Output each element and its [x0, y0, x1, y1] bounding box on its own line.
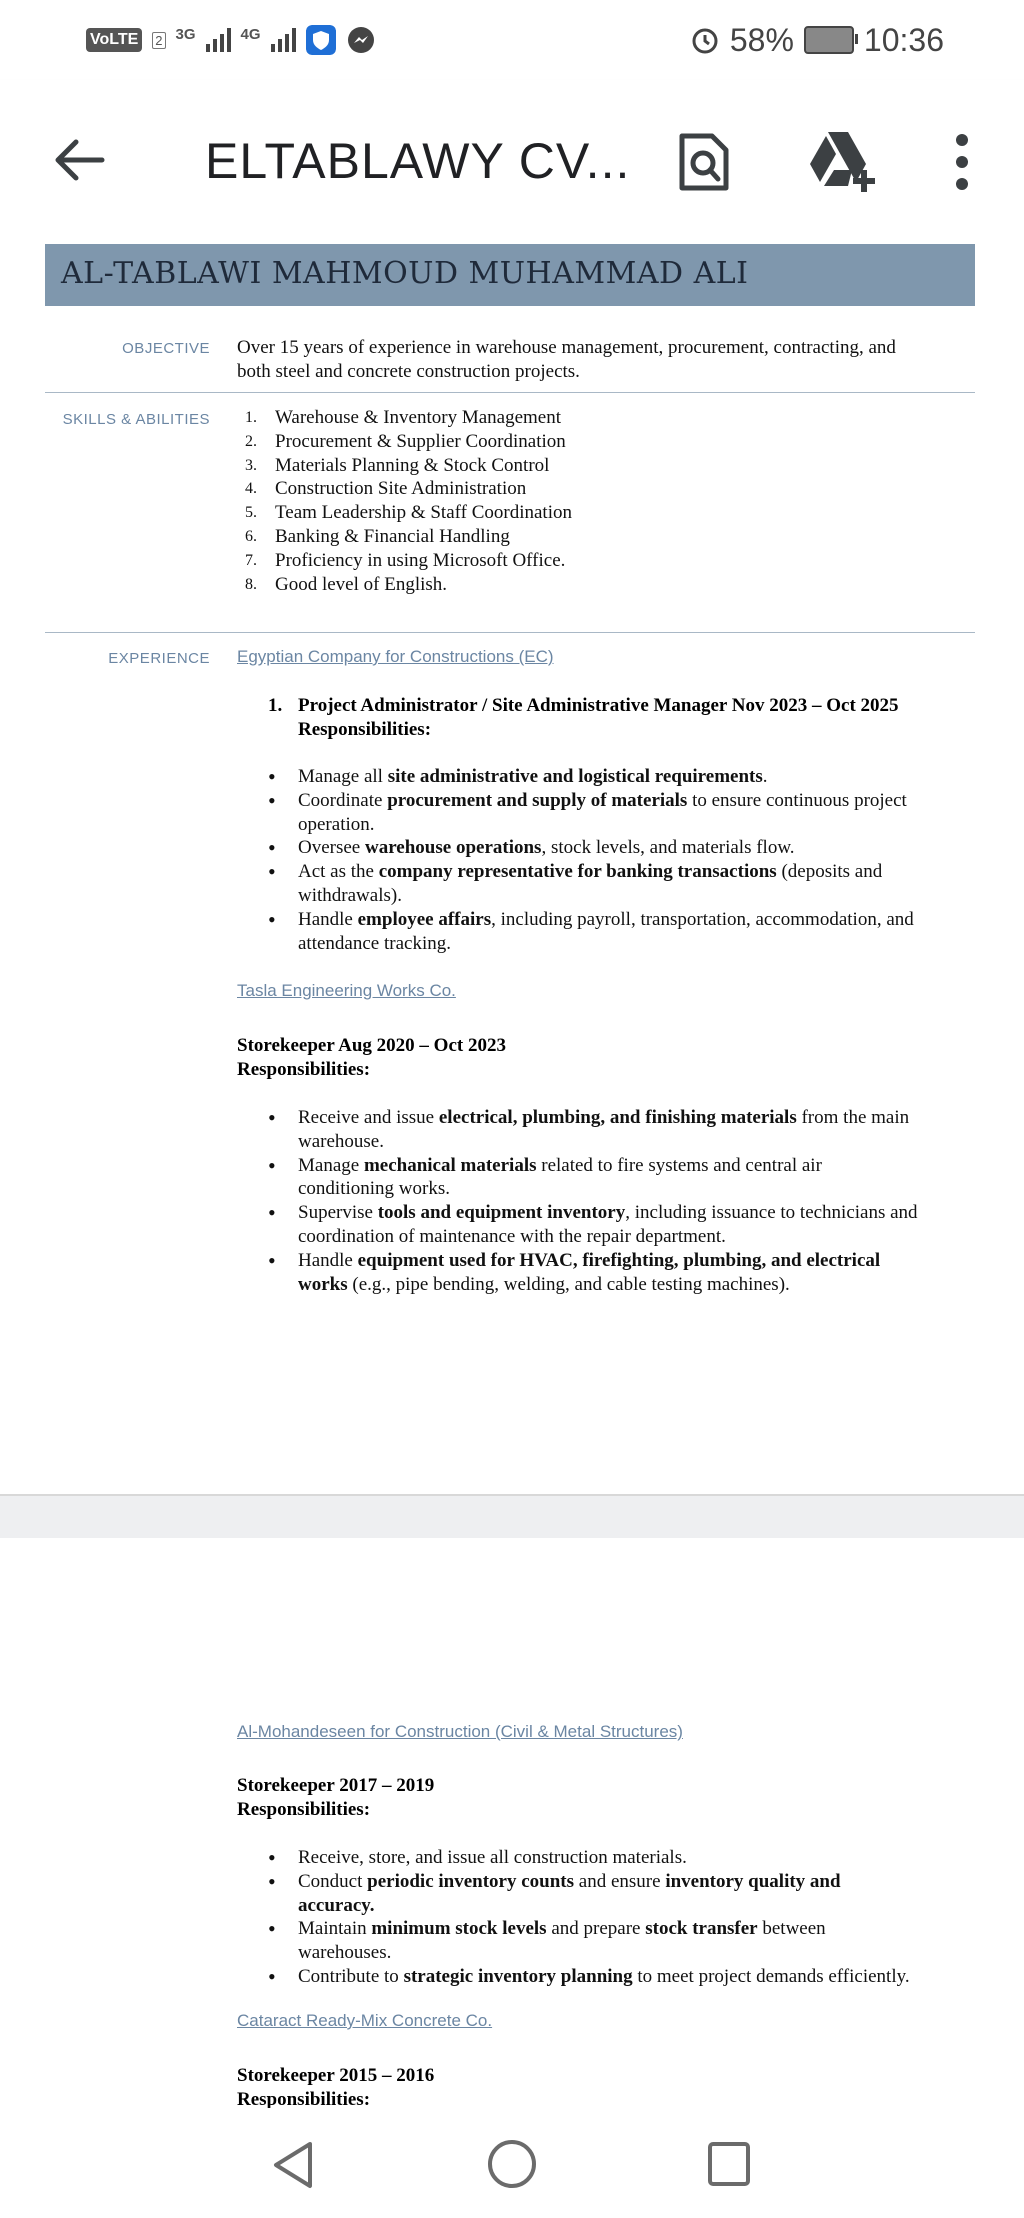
network-type-2: 4G — [240, 25, 261, 43]
signal-bars-2-icon — [271, 28, 296, 52]
skill-item — [237, 454, 572, 478]
list-item: • Manage mechanical materials related to fire systems and central air conditioning works. — [268, 1154, 978, 1202]
battery-percent: 58% — [729, 21, 794, 58]
status-right — [690, 18, 944, 62]
company-3: Al-Mohandeseen for Construction (Civil & Metal Structures) — [237, 1722, 683, 1741]
skill-item — [237, 549, 572, 573]
objective-line-1: Over 15 years of experience in warehouse management, procurement, contracting, and — [237, 337, 896, 358]
list-item: • Act as the company representative for banking transactions (deposits and withdrawals). — [268, 860, 978, 908]
skill-number: 8. — [245, 575, 257, 593]
skill-text: Team Leadership & Staff Coordination — [275, 502, 572, 524]
find-in-page-icon[interactable] — [678, 132, 730, 192]
skill-text: Warehouse & Inventory Management — [275, 407, 562, 428]
name-banner — [45, 244, 975, 306]
skill-text: Banking & Financial Handling — [275, 525, 510, 547]
skill-number: 6. — [245, 527, 257, 545]
list-item: • Conduct periodic inventory counts and ensure inventory quality and accuracy. — [268, 1870, 978, 1918]
skill-text: Materials Planning & Stock Control — [275, 454, 550, 476]
skills-list — [237, 406, 572, 596]
skill-item — [237, 501, 572, 525]
sim-indicator: 2 — [152, 32, 165, 49]
objective-text — [237, 336, 977, 384]
list-item: • Handle equipment used for HVAC, firefighting, plumbing, and electrical works (e.g., pipe bending, welding, and cable testing machines). — [268, 1249, 978, 1297]
clock: 10:36 — [863, 21, 944, 58]
back-arrow-icon[interactable] — [50, 132, 110, 188]
skill-item — [237, 525, 572, 549]
document-title: ELTABLAWY CV... — [205, 133, 631, 189]
objective-label: OBJECTIVE — [122, 340, 210, 357]
experience-label: EXPERIENCE — [108, 650, 210, 667]
system-nav-bar — [0, 2108, 1024, 2218]
volte-badge: VoLTE — [86, 28, 142, 52]
company-1: Egyptian Company for Constructions (EC) — [237, 647, 554, 666]
status-left — [86, 22, 376, 58]
skill-number: 7. — [245, 551, 257, 569]
skill-number: 3. — [245, 456, 257, 474]
home-circle-icon[interactable] — [486, 2138, 538, 2190]
page-gap — [0, 1496, 1024, 1538]
network-type-1: 3G — [175, 25, 196, 43]
skill-text: Procurement & Supplier Coordination — [275, 430, 566, 452]
skill-item — [237, 406, 572, 430]
list-item: • Manage all site administrative and logistical requirements. — [268, 765, 978, 789]
messenger-icon — [346, 25, 376, 55]
shield-app-icon — [306, 25, 336, 55]
signal-bars-1-icon — [206, 28, 231, 52]
list-item: • Supervise tools and equipment inventory, including issuance to technicians and coordination of maintenance with the repair department. — [268, 1201, 978, 1249]
skills-label: SKILLS & ABILITIES — [62, 411, 210, 428]
job-1-number: 1. — [268, 695, 283, 716]
job-4-title: Storekeeper 2015 – 2016 — [237, 2065, 435, 2086]
document-page-1 — [0, 240, 1024, 1496]
skill-item — [237, 477, 572, 501]
skill-number: 2. — [245, 432, 257, 450]
recents-square-icon[interactable] — [706, 2140, 752, 2188]
job-3-responsibilities-label: Responsibilities: — [237, 1799, 371, 1820]
company-2: Tasla Engineering Works Co. — [237, 981, 456, 1000]
job-3-title: Storekeeper 2017 – 2019 — [237, 1775, 435, 1796]
divider — [45, 392, 975, 393]
drive-add-icon[interactable] — [808, 130, 878, 194]
document-page-2 — [0, 1538, 1024, 2108]
skill-number: 1. — [245, 409, 257, 426]
skill-number: 4. — [245, 480, 257, 498]
job-1-responsibilities-label: Responsibilities: — [298, 719, 432, 740]
list-item: • Contribute to strategic inventory planning to meet project demands efficiently. — [268, 1965, 978, 1989]
job-3-duties — [268, 1846, 978, 1989]
list-item: • Maintain minimum stock levels and prepare stock transfer between warehouses. — [268, 1917, 978, 1965]
candidate-name: AL-TABLAWI MAHMOUD MUHAMMAD ALI — [61, 256, 749, 291]
objective-line-2: both steel and concrete construction projects. — [237, 361, 580, 382]
battery-charging-icon — [804, 26, 854, 54]
job-2-role-block — [237, 1034, 506, 1082]
company-4: Cataract Ready-Mix Concrete Co. — [237, 2011, 493, 2030]
list-item: • Handle employee affairs, including payroll, transportation, accommodation, and attendance tracking. — [268, 908, 978, 956]
job-2-title: Storekeeper Aug 2020 – Oct 2023 — [237, 1035, 506, 1056]
skill-item — [237, 430, 572, 454]
alarm-icon — [690, 25, 720, 55]
skill-number: 5. — [245, 504, 257, 522]
back-triangle-icon[interactable] — [270, 2140, 316, 2190]
divider — [45, 632, 975, 633]
list-item: • Receive and issue electrical, plumbing, and finishing materials from the main warehouse. — [268, 1106, 978, 1154]
job-1-role-block — [268, 694, 988, 742]
job-1-duties — [268, 765, 978, 955]
skill-item — [237, 573, 572, 597]
skill-text: Construction Site Administration — [275, 478, 527, 500]
job-4-role-block — [237, 2064, 434, 2108]
status-bar — [0, 0, 1024, 80]
list-item: • Oversee warehouse operations, stock levels, and materials flow. — [268, 836, 978, 860]
app-bar — [0, 80, 1024, 240]
job-2-duties — [268, 1106, 978, 1296]
skill-text: Proficiency in using Microsoft Office. — [275, 549, 566, 571]
job-3-role-block — [237, 1774, 434, 1822]
job-4-responsibilities-label: Responsibilities: — [237, 2089, 371, 2108]
more-vert-icon[interactable] — [950, 132, 974, 192]
list-item: • Coordinate procurement and supply of materials to ensure continuous project operation. — [268, 789, 978, 837]
skill-text: Good level of English. — [275, 573, 448, 595]
job-1-title: Project Administrator / Site Administrative Manager Nov 2023 – Oct 2025 — [298, 695, 899, 716]
list-item: • Receive, store, and issue all construction materials. — [268, 1846, 978, 1870]
job-2-responsibilities-label: Responsibilities: — [237, 1059, 371, 1080]
